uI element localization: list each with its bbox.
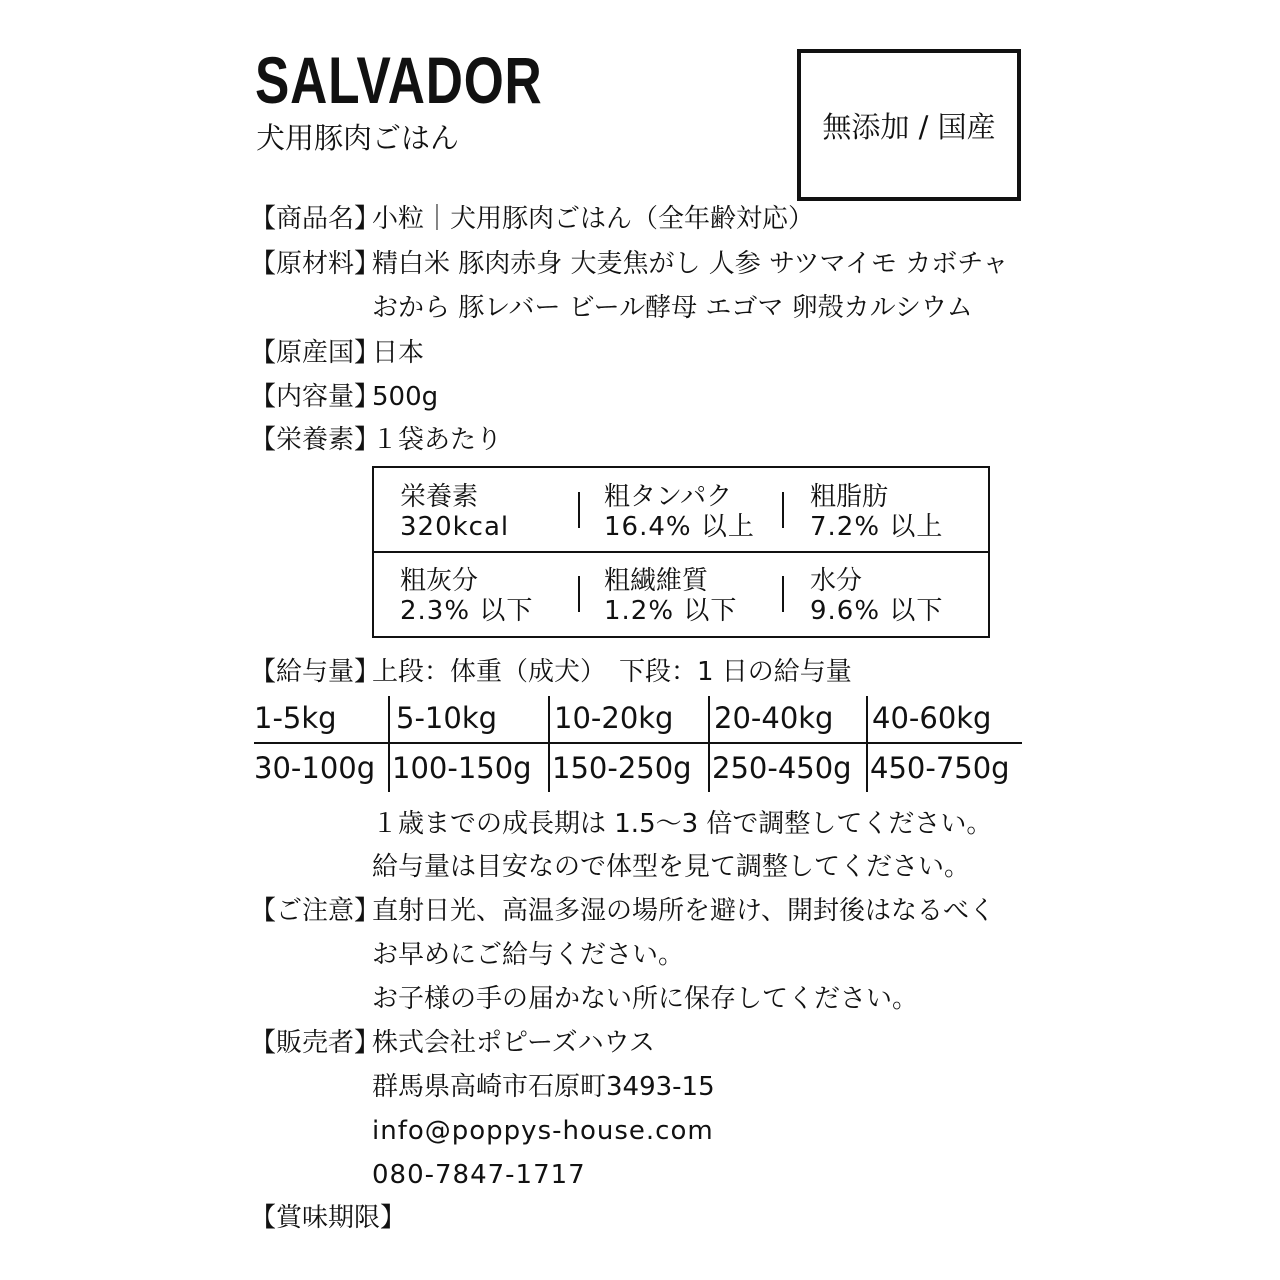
seller-email: info@poppys-house.com [372,1116,714,1146]
nutrition-table-divider [374,551,988,553]
product-subtitle: 犬用豚肉ごはん [256,121,460,155]
nutrition-value: 2.3% 以下 [400,596,534,626]
content-row [250,380,438,414]
nutrition-cell [604,566,737,626]
caution-line-2: お早めにご給与ください。 [372,940,685,970]
caution-line-1: 直射日光、高温多湿の場所を避け、開封後はなるべく [372,896,995,926]
origin-label: 【原産国】 [250,338,381,368]
seller-label: 【販売者】 [250,1028,381,1058]
feeding-amount: 250-450g [712,751,852,785]
brand-name: SALVADOR [255,43,543,117]
nutrition-value: 16.4% 以上 [604,512,755,542]
feeding-label: 【給与量】 [250,657,381,687]
nutrition-cell [810,482,943,542]
nutrition-name: 粗繊維質 [604,566,709,596]
nutrition-label: 【栄養素】 [250,425,381,455]
feeding-note-2: 給与量は目安なので体型を見て調整してください。 [372,852,971,882]
feeding-weight: 40-60kg [872,701,992,735]
nutrition-name: 粗タンパク [604,482,733,512]
feeding-note-1: １歳までの成長期は 1.5〜3 倍で調整してください。 [372,809,993,839]
feeding-table-divider [254,742,1022,744]
feeding-weight: 5-10kg [396,701,498,735]
nutrition-row [250,423,502,457]
caution-label: 【ご注意】 [250,896,381,926]
feeding-weight: 20-40kg [714,701,834,735]
ingredients-row [250,247,1008,281]
feeding-amount: 100-150g [392,751,532,785]
nutrition-cell [400,566,533,626]
feeding-table-divider [548,696,550,792]
origin-value: 日本 [372,338,425,368]
product-name-row [250,202,814,236]
feeding-weight: 1-5kg [254,701,337,735]
nutrition-table-divider [782,576,784,612]
expiry-label: 【賞味期限】 [250,1203,407,1233]
seller-phone: 080-7847-1717 [372,1160,586,1190]
caution-line-3: お子様の手の届かない所に保存してください。 [372,984,919,1014]
seller-company: 株式会社ポピーズハウス [372,1028,655,1058]
nutrition-table-divider [578,492,580,528]
nutrition-name: 栄養素 [400,482,479,512]
expiry-row [250,1201,407,1235]
feeding-table-divider [388,696,390,792]
feeding-description: 上段：体重（成犬） 下段：1 日の給与量 [372,657,852,687]
seller-address: 群馬県高崎市石原町3493-15 [372,1072,715,1102]
feeding-amount: 30-100g [254,751,376,785]
feeding-table [254,696,1022,796]
nutrition-table-divider [782,492,784,528]
nutrition-value: 9.6% 以下 [810,596,944,626]
product-name-label: 【商品名】 [250,204,381,234]
nutrition-value: 320kcal [400,512,510,542]
caution-row [250,894,995,928]
nutrition-table [372,466,990,638]
nutrition-name: 水分 [810,566,863,596]
product-name-value: 小粒｜犬用豚肉ごはん（全年齢対応） [372,204,815,234]
nutrition-cell [604,482,755,542]
ingredients-label: 【原材料】 [250,249,381,279]
nutrition-cell [810,566,943,626]
content-value: 500g [372,382,439,412]
nutrition-name: 粗脂肪 [810,482,889,512]
nutrition-name: 粗灰分 [400,566,479,596]
feeding-weight: 10-20kg [554,701,674,735]
ingredients-line-1: 精白米 豚肉赤身 大麦焦がし 人参 サツマイモ カボチャ [372,249,1009,279]
nutrition-note: １袋あたり [372,425,503,455]
nutrition-value: 7.2% 以上 [810,512,944,542]
origin-row [250,336,424,370]
feeding-amount: 450-750g [870,751,1010,785]
nutrition-value: 1.2% 以下 [604,596,738,626]
feeding-row [250,655,852,689]
seller-row [250,1026,655,1060]
feeding-table-divider [708,696,710,792]
nutrition-table-divider [578,576,580,612]
nutrition-cell [400,482,509,542]
ingredients-line-2: おから 豚レバー ビール酵母 エゴマ 卵殻カルシウム [372,293,973,323]
feeding-amount: 150-250g [552,751,692,785]
feeding-table-divider [866,696,868,792]
additive-free-badge: 無添加 / 国産 [797,49,1021,201]
content-label: 【内容量】 [250,382,381,412]
